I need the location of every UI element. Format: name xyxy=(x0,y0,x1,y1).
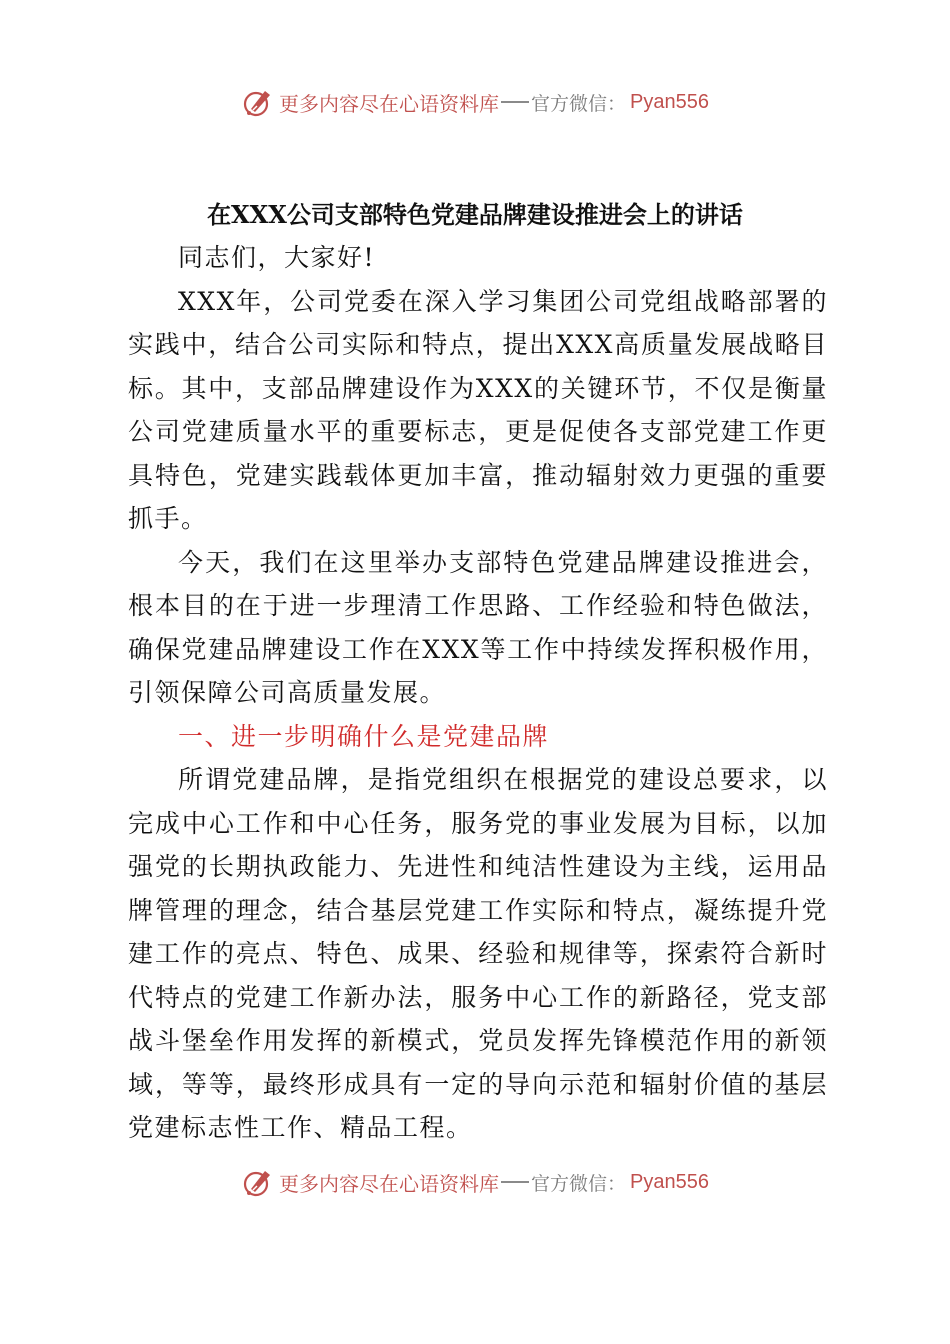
watermark-wechat-label: 官方微信： xyxy=(531,1172,627,1195)
watermark-banner-top xyxy=(0,82,950,122)
section-heading: 一、进一步明确什么是党建品牌 xyxy=(178,721,550,751)
pen-nib-logo-icon xyxy=(241,1165,275,1199)
watermark-banner-bottom xyxy=(0,1162,950,1202)
section-paragraph: 所谓党建品牌，是指党组织在根据党的建设总要求，以完成中心工作和中心任务，服务党的事业发展为目标，以加强党的长期执政能力、先进性和纯洁性建设为主线，运用品牌管理的理念，结合基层党建工作实际和特点，凝练提升党建工作的亮点、特色、成果、经验和规律等，探索符合新时代特点的党建工作新办法，服务中心工作的新路径，党支部战斗堡垒作用发挥的新模式，党员发挥先锋模范作用的新领域，等等，最终形成具有一定的导向示范和辐射价值的基层党建标志性工作、精品工程。 xyxy=(128,765,828,1142)
watermark-dash xyxy=(501,101,529,103)
body-paragraph: XXX年，公司党委在深入学习集团公司党组战略部署的实践中，结合公司实际和特点，提出XXX高质量发展战略目标。其中，支部品牌建设作为XXX的关键环节，不仅是衡量公司党建质量水平的重要标志，更是促使各支部党建工作更具特色，党建实践载体更加丰富，推动辐射效力更强的重要抓手。 xyxy=(128,286,828,533)
pen-nib-logo-icon xyxy=(241,85,275,119)
document-title: 在XXX公司支部特色党建品牌建设推进会上的讲话 xyxy=(207,200,743,229)
body-paragraph: 今天，我们在这里举办支部特色党建品牌建设推进会，根本目的在于进一步理清工作思路、工作经验和特色做法，确保党建品牌建设工作在XXX等工作中持续发挥积极作用，引领保障公司高质量发展。 xyxy=(128,547,828,707)
watermark-wechat-label: 官方微信： xyxy=(531,92,627,115)
document-body xyxy=(128,236,828,1150)
watermark-lead-text: 更多内容尽在心语资料库 xyxy=(279,1171,499,1196)
watermark-lead-text: 更多内容尽在心语资料库 xyxy=(279,91,499,116)
greeting: 同志们，大家好! xyxy=(178,243,376,272)
watermark-wechat-id: Pyan556 xyxy=(630,90,709,113)
watermark-dash xyxy=(501,1181,529,1183)
watermark-wechat-id: Pyan556 xyxy=(630,1170,709,1193)
